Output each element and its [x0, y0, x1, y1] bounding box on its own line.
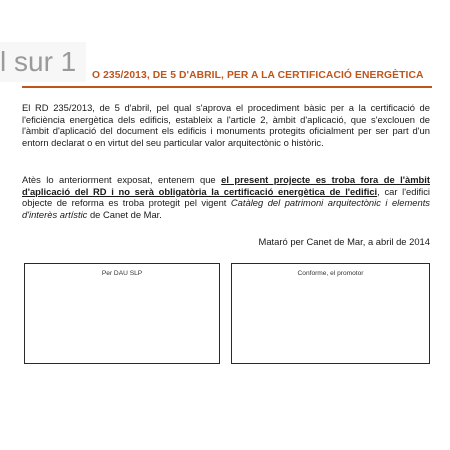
- paragraph-regulation: El RD 235/2013, de 5 d'abril, pel qual s'aprova el procediment bàsic per a la certificació de l'eficiència energètica dels edificis, estableix a l'article 2, àmbit d'aplicació, que s'exclouen de l'àmbit d'aplicació del document els edificis i monuments protegits oficialment per ser part d'un entorn declarat o en virtut del seu particular valor arquitectònic o històric.: [22, 102, 430, 148]
- paragraph-conclusion-catalog: Catàleg del patrimoni arquitectònic i elements d'interès artístic: [22, 197, 430, 220]
- paragraph-conclusion: [22, 174, 430, 220]
- place-and-date: Mataró per Canet de Mar, a abril de 2014: [258, 236, 430, 247]
- signature-box-promoter: [231, 263, 430, 364]
- paragraph-conclusion-emphasis: el present projecte es troba fora de l'àmbit d'aplicació del RD i no serà obligatòria la certificació energètica de l'edifici: [22, 174, 430, 197]
- paragraph-conclusion-middle: , car l'edifici objecte de reforma es troba protegit pel vigent: [22, 185, 430, 209]
- page-indicator: l sur 1: [0, 42, 86, 82]
- paragraph-conclusion-end: de Canet de Mar.: [87, 208, 162, 220]
- signature-label-dau: Per DAU SLP: [101, 270, 143, 277]
- signature-label-promoter: Conforme, el promotor: [297, 270, 364, 277]
- paragraph-conclusion-intro: Atès lo anteriorment exposat, entenem que: [22, 174, 222, 185]
- section-heading: O 235/2013, DE 5 D'ABRIL, PER A LA CERTIFICACIÓ ENERGÈTICA: [92, 70, 424, 81]
- heading-underline-rule: [22, 86, 432, 88]
- signature-box-dau: [24, 263, 220, 364]
